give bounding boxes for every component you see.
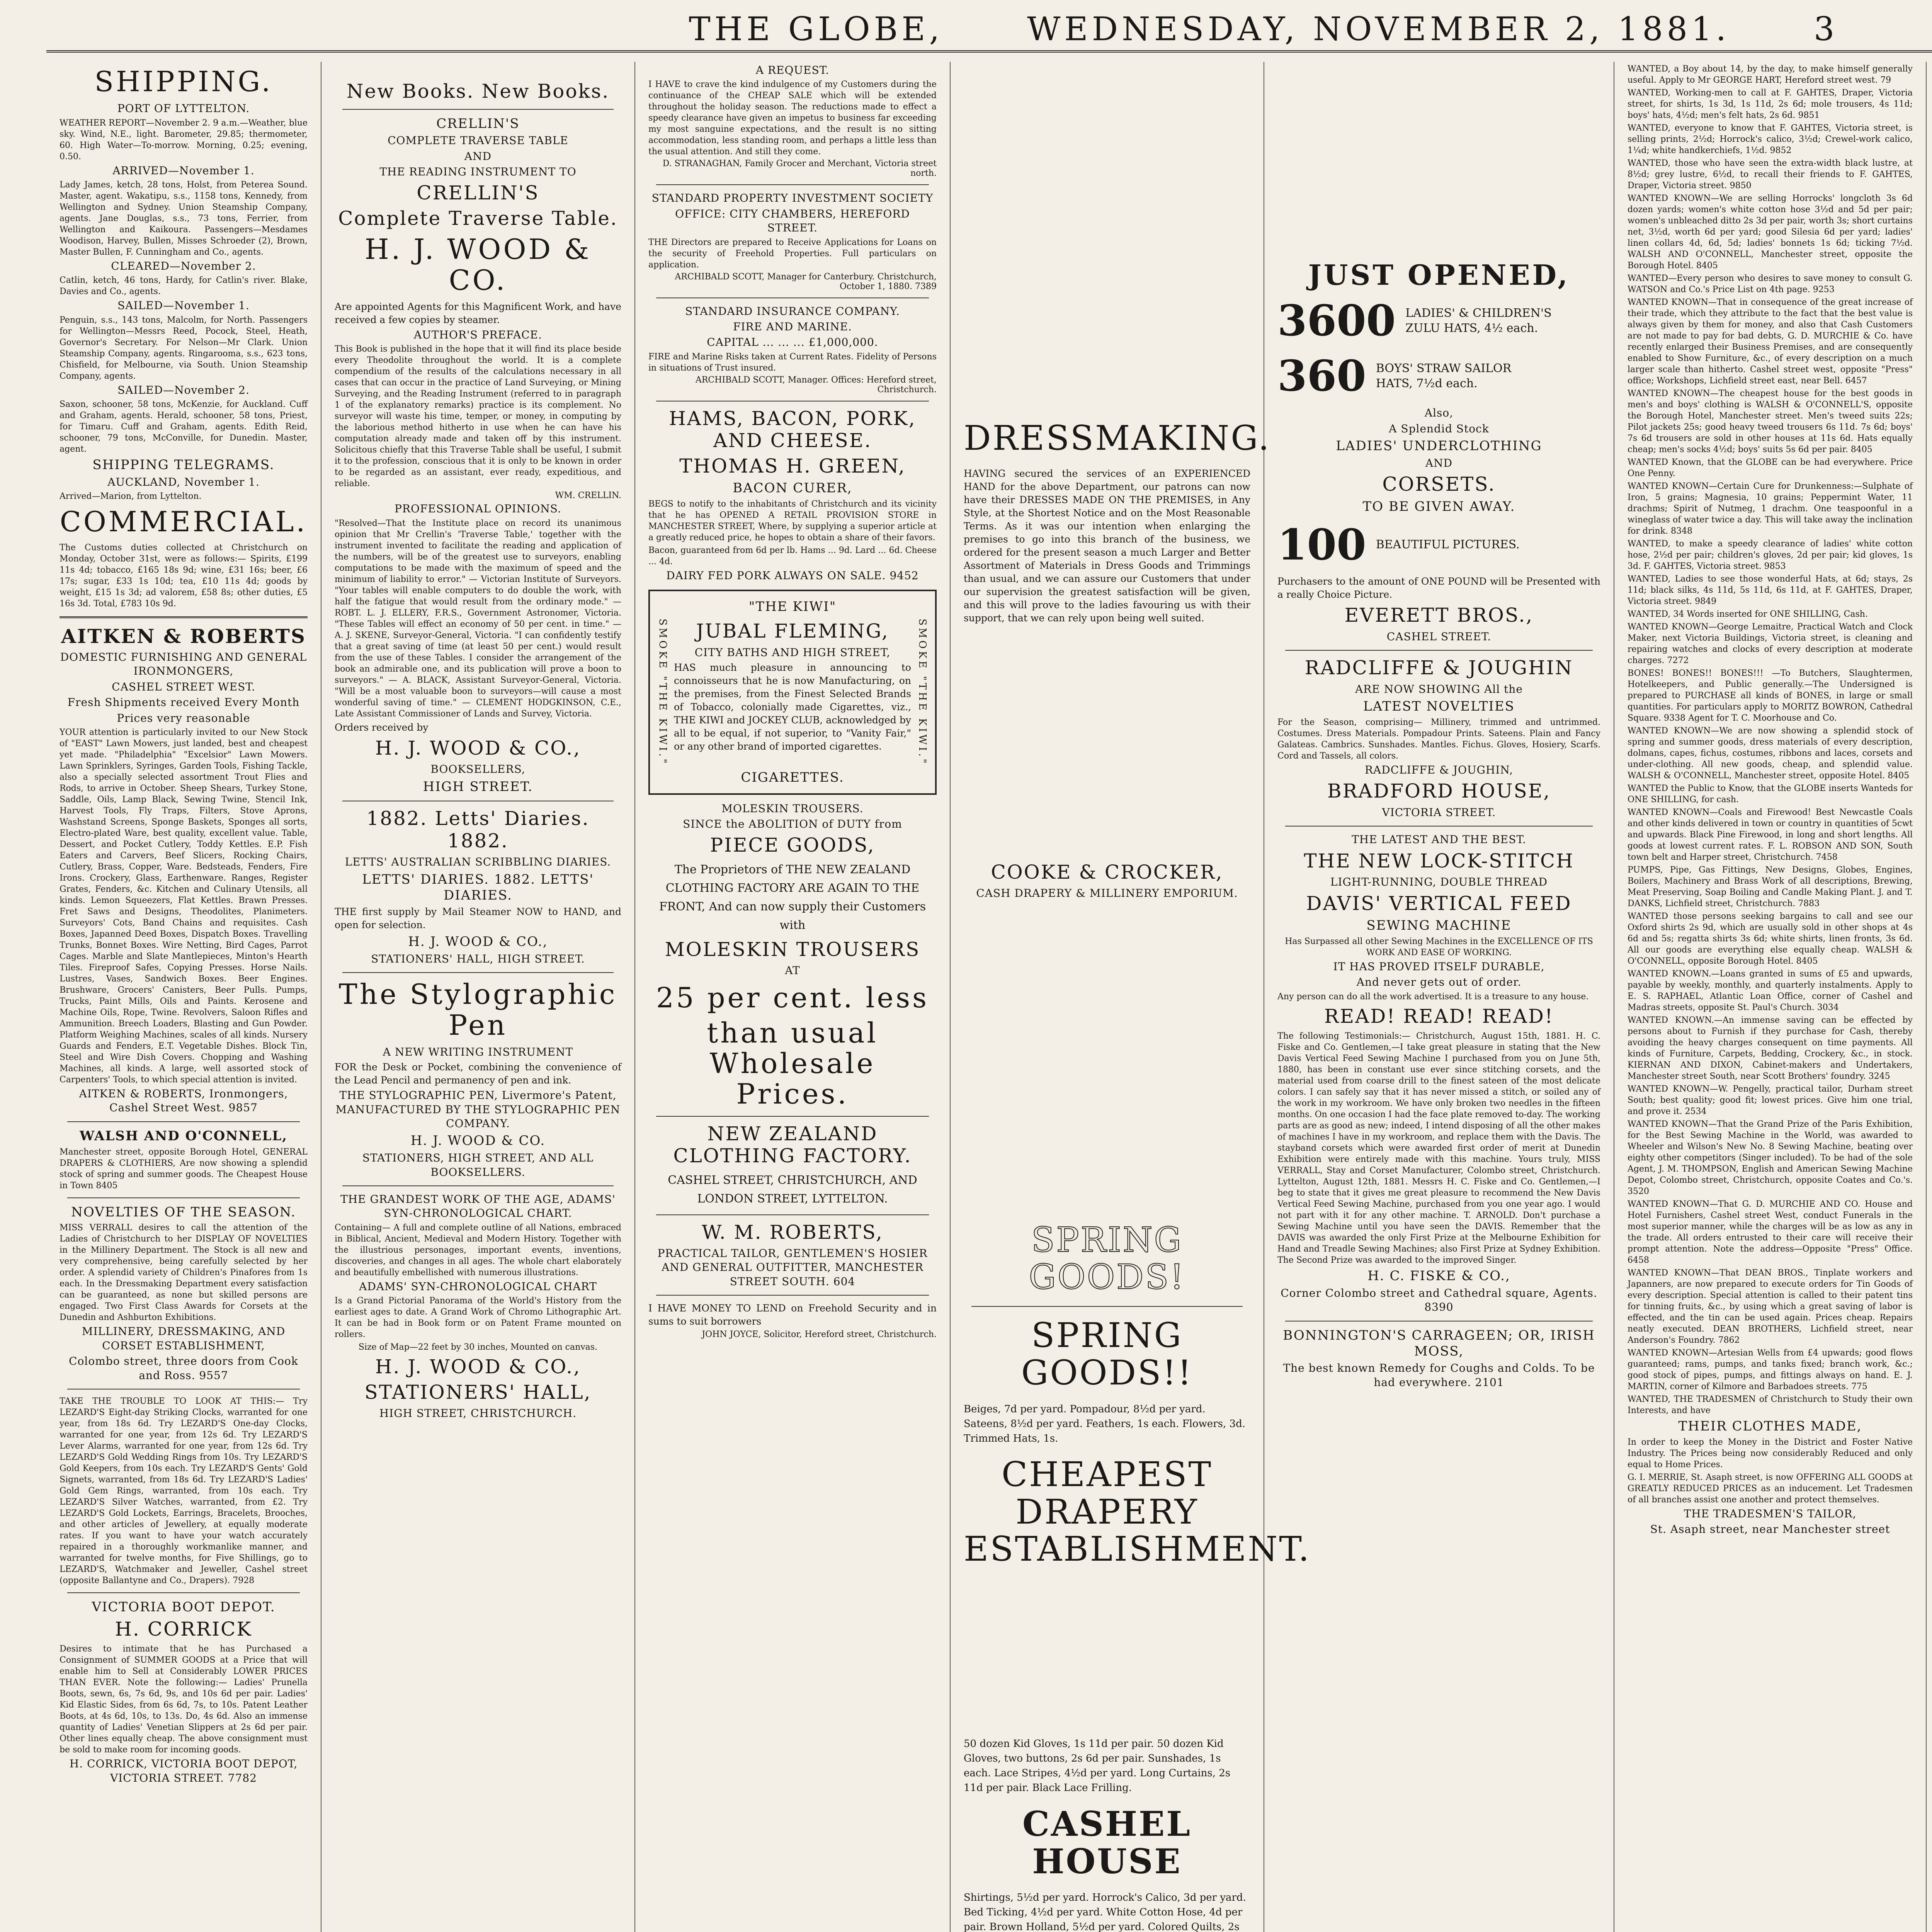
walsh-body: Manchester street, opposite Borough Hotel, GENERAL DRAPERS & CLOTHIERS, Are now showing a splendid stock of spring and summer goods. The Cheapest House in Town 8405 — [60, 1147, 308, 1190]
preface-body: This Book is published in the hope that it will find its place beside every Theodolite throughout the world. It is a complete compendium of the results of the calculations necessary in all cases that can occur in the practice of Land Surveying, or Mining Surveying, and the Reading Instrument (referred to in paragraph 1 of the explanatory remarks) practice is its complement. No surveyor will waste his time, temper, or money, in computing by the laborious method hitherto in use when he can have his computation already made and taken off by this instrument. Solicitous chiefly that this Traverse Table shall be useful, I submit it to the profession, conscious that it is only to be known in order to be regarded as an assistant, ever ready, expeditious, and reliable. — [335, 344, 621, 489]
walsh-heading: WALSH AND O'CONNELL, — [79, 1128, 287, 1144]
verrall-heading: MILLINERY, DRESSMAKING, AND CORSET ESTABLISHMENT, — [82, 1325, 286, 1352]
arrived-heading: ARRIVED—November 1. — [112, 164, 255, 177]
divider — [342, 109, 614, 110]
nz-proprietors: The Proprietors of THE NEW ZEALAND CLOTHING FACTORY ARE AGAIN TO THE FRONT, And can now supply their Customers with — [659, 862, 926, 932]
verrall-body: MISS VERRALL desires to call the attention of the Ladies of Christchurch to her DISPLAY OF NOVELTIES in the Millinery Department. The Stock is all new and very comprehensive, being carefully selected by her order. A splendid variety of Children's Pinafores from 1s each. In the Dressmaking Department every satisfaction can be guaranteed, as none but skilled persons are engaged. Two First Class Awards for Corsets at the Dunedin and Ashburton Exhibitions. — [60, 1223, 308, 1323]
everett-address: CASHEL STREET. — [1386, 630, 1492, 643]
rj-now: ARE NOW SHOWING All the — [1355, 682, 1523, 696]
fiske-address: Corner Colombo street and Cathedral square, Agents. 8390 — [1281, 1286, 1597, 1314]
divider — [656, 1116, 929, 1117]
sailed2-text: Saxon, schooner, 58 tons, McKenzie, for Auckland. Cuff and Graham, agents. Herald, schooner, 58 tons, Priest, for Timaru. Cuff and Graham, agents. Edith Reid, schooner, 79 tons, McConville, for Dunedin. Master, agent. — [60, 400, 308, 454]
green-sub: BACON CURER, — [733, 480, 852, 496]
surpassed-text: Has Surpassed all other Sewing Machines in the EXCELLENCE OF ITS WORK AND EASE OF WORKING. — [1285, 936, 1593, 957]
stationers-address: HIGH STREET, CHRISTCHURCH. — [379, 1407, 577, 1420]
hats-row — [1277, 296, 1600, 345]
request-body: I HAVE to crave the kind indulgence of my Customers during the continuance of the CHEAP SALE which will be extended throughout the holiday season. The reductions made to effect a speedy clearance have given an impetus to business far exceeding my most sanguine expectations, and the result is no sitting accommodation, less standing room, and perhaps a little less than the usual attention. And still they come. — [648, 80, 937, 157]
moleskin-since: SINCE the ABOLITION of DUTY from — [683, 817, 902, 830]
proved-text: IT HAS PROVED ITSELF DURABLE, — [1333, 960, 1545, 973]
cooke-heading: COOKE & CROCKER, — [991, 861, 1223, 883]
wanted-6: WANTED—Every person who desires to save money to consult G. WATSON and Co.'s Price List on 4th page. 9253 — [1628, 274, 1913, 294]
spring-items: Beiges, 7d per yard. Pompadour, 8½d per yard. Sateens, 8½d per yard. Feathers, 1s each. Flowers, 3d. Trimmed Hats, 1s. — [964, 1403, 1245, 1444]
green-prices: Bacon, guaranteed from 6d per lb. Hams ... 9d. Lard ... 6d. Cheese ... 4d. — [648, 546, 937, 567]
corrick-heading: H. CORRICK — [115, 1617, 252, 1640]
spring-goods-1: SPRING GOODS! — [1029, 1219, 1185, 1297]
money-sign: JOHN JOYCE, Solicitor, Hereford street, Christchurch. — [702, 1330, 937, 1340]
just-opened: JUST OPENED, — [1308, 259, 1570, 291]
spis-heading: STANDARD PROPERTY INVESTMENT SOCIETY — [651, 192, 934, 205]
cigarettes-heading: CIGARETTES. — [741, 769, 844, 785]
wanted-21: WANTED KNOWN.—An immense saving can be effected by persons about to Furnish if they purchase for Cash, thereby avoiding the heavy charges consequent on time payments. All kinds of Furniture, Carpets, Bedding, Crockery, &c., in stock. KIERNAN AND DIXON, Cabinet-makers and Undertakers, Manchester street South, near Scott Brothers' foundry. 3245 — [1628, 1015, 1913, 1081]
wanted-26: WANTED KNOWN—Artesian Wells from £4 upwards; good flows guaranteed; rams, pumps, and tanks fixed; branch work, &c.; good stock of pipes, pumps, and fittings always on hand. E. J. MARTIN, corner of Kilmore and Barbadoes streets. 775 — [1628, 1348, 1913, 1391]
wholesale-text: than usual Wholesale Prices. — [707, 1016, 878, 1111]
wanted-17: WANTED KNOWN—Coals and Firewood! Best Newcastle Coals and other kinds delivered in town or country in quantities of 5cwt and upwards. Black Pine Firewood, in long and short lengths. All goods at lowest current rates. F. L. ROBSON AND SON, South town belt and Harper street, Christchurch. 7458 — [1628, 808, 1913, 862]
number-360: 360 — [1277, 351, 1366, 401]
jubal-body: HAS much pleasure in announcing to connoisseurs that he is now Manufacturing, on the premises, from the Finest Selected Brands of Tobacco, colonially made Cigarettes, viz., THE KIWI and JOCKEY CLUB, acknowledged by all to be equal, if not superior, to "Vanity Fair," or any other brand of imported cigarettes. — [674, 662, 911, 752]
sic-heading: STANDARD INSURANCE COMPANY. — [685, 304, 900, 318]
divider — [1285, 826, 1593, 827]
wanted-23: WANTED KNOWN—That the Grand Prize of the Paris Exhibition, for the Best Sewing Machine in the World, was awarded to Wheeler and Wilson's New No. 8 Sewing Machine, beating over eighty other competitors (Singer included). To be had of the sole Agent, J. M. THOMPSON, English and American Sewing Machine Depot, Colombo street, Christchurch, opposite Coates and Co.'s. 3520 — [1628, 1119, 1913, 1196]
at-text: AT — [785, 964, 800, 977]
orders-text: Orders received by — [335, 721, 429, 733]
letts-body: THE first supply by Mail Steamer NOW to HAND, and open for selection. — [335, 906, 621, 931]
davis-heading: DAVIS' VERTICAL FEED — [1306, 892, 1572, 915]
sailed-heading: SAILED—November 1. — [117, 299, 250, 312]
wanted-2: WANTED, Working-men to call at F. GAHTES, Draper, Victoria street, for shirts, 1s 3d, 1s 11d, 2s 6d; mole trousers, 4s 11d; boys' hats, 4½d; men's felt hats, 2s 6d. 9851 — [1628, 88, 1913, 120]
hjw-agents: Are appointed Agents for this Magnificent Work, and have received a few copies by steamer. — [335, 301, 621, 325]
crellin-2: COMPLETE TRAVERSE TABLE — [388, 134, 568, 147]
also-text: Also, — [1424, 406, 1454, 420]
pictures-row — [1277, 520, 1600, 570]
dressmaking-body: HAVING secured the services of an EXPERIENCED HAND for the above Department, our patrons can now have their DRESSES MADE ON THE PREMISES, in Any Style, at the Shortest Notice and on the Most Reasonable Terms. As it was our intention when enlarging the premises to go into this branch of the business, we ordered for the present season a much Larger and Better Assortment of Materials in Dress Goods and Trimmings than usual, and we can assure our Customers that under our supervision the greatest satisfaction will be given, and this will prove to the ladies favouring us with their support, that we can rely upon being well suited. — [964, 468, 1250, 624]
hjw3-heading: H. J. WOOD & CO., — [408, 934, 548, 950]
divider — [342, 972, 614, 973]
wanted-8: WANTED KNOWN—The cheapest house for the best goods in men's and boys' clothing is WALSH & O'CONNELL'S, opposite the Borough Hotel, Manchester street. Men's tweed suits 22s; Pilot jackets 25s; good heavy tweed trousers 6s 11d. 7s 6d; boys' 7s 6d trousers are sold in other houses at 11s 6d. Hats equally cheap; men's socks 4½d; boys' suits 5s 6d per pair. 8405 — [1628, 389, 1913, 454]
sailed-text: Penguin, s.s., 143 tons, Malcolm, for North. Passengers for Wellington—Messrs Reed, Pocock, Steel, Heath, Governor's Secretary. For Nelson—Mr Clark. Union Steamship Company, agents. Ringarooma, s.s., 623 tons, Chisfield, for Melbourne, via South. Union Steamship Company, agents. — [60, 315, 308, 381]
bonnington-heading: BONNINGTON'S CARRAGEEN; OR, IRISH MOSS, — [1283, 1327, 1595, 1359]
aitken-heading: AITKEN & ROBERTS — [61, 624, 306, 648]
wanted-18: PUMPS, Pipe, Gas Fittings, New Designs, Globes, Engines, Boilers, Machinery and Brass Work of all descriptions, Brewing, Meat Preserving, Soap Boiling and Candle Making Plant. J. and T. DANKS, Lichfield street, Christchurch. 7883 — [1628, 865, 1913, 908]
moleskin-trousers: MOLESKIN TROUSERS — [665, 938, 920, 961]
number-100: 100 — [1277, 520, 1366, 570]
crellin-3: AND — [464, 150, 492, 163]
customs-text: The Customs duties collected at Christchurch on Monday, October 31st, were as follows:— Spirits, £199 11s 4d; tobacco, £165 18s 9d; wine, £31 16s; beer, £6 17s; sugar, £33 1s 10d; tea, £10 11s 4d; goods by weight, £15 1s 3d; ad valorem, £58 8s; other duties, £5 16s 3d. Total, £783 10s 9d. — [60, 543, 308, 609]
stylo-heading: The Stylographic Pen — [338, 978, 617, 1041]
piece-goods: PIECE GOODS, — [710, 834, 875, 857]
wanted-4: WANTED, those who have seen the extra-width black lustre, at 8½d; grey lustre, 6½d, to recall their friends to F. GAHTES, Draper, Victoria street. 9850 — [1628, 158, 1913, 190]
column-7 — [1927, 62, 1932, 1932]
wanted-15: WANTED KNOWN—We are now showing a splendid stock of spring and summer goods, dress materials of every description, dolmans, capes, fichus, costumes, ribbons and laces, corsets and under-clothing. All new goods, cheap, and splendid value. WALSH & O'CONNELL, Manchester street, opposite Hotel. 8405 — [1628, 726, 1913, 781]
stylo-body: FOR the Desk or Pocket, combining the convenience of the Lead Pencil and permanency of pen and ink. — [335, 1061, 621, 1086]
column-3 — [635, 62, 951, 1932]
sewing-machine: SEWING MACHINE — [1366, 918, 1512, 934]
crellin-6: Complete Traverse Table. — [338, 207, 618, 230]
divider — [1285, 650, 1593, 651]
crellin-4: THE READING INSTRUMENT TO — [379, 165, 577, 179]
tailor-heading: THE TRADESMEN'S TAILOR, — [1684, 1507, 1857, 1520]
stationers-hall: STATIONERS' HALL, — [364, 1381, 592, 1403]
divider — [656, 184, 929, 185]
aitken-sign: AITKEN & ROBERTS, Ironmongers, Cashel Street West. 9857 — [79, 1087, 288, 1114]
number-3600: 3600 — [1277, 296, 1396, 346]
divider — [67, 1592, 300, 1593]
never-text: And never gets out of order. — [1356, 976, 1522, 989]
spring-goods-2: SPRING GOODS!! — [1021, 1315, 1193, 1393]
roberts-body: PRACTICAL TAILOR, GENTLEMEN'S HOSIER AND GENERAL OUTFITTER, MANCHESTER STREET SOUTH. 604 — [657, 1247, 928, 1288]
adams-panorama: Is a Grand Pictorial Panorama of the World's History from the earliest ages to date. A Grand Work of Chromo Lithographic Art. It can be had in Book form or on Patent Frame mounted on rollers. — [335, 1296, 621, 1340]
corrick-sign: H. CORRICK, VICTORIA BOOT DEPOT, VICTORIA STREET. 7782 — [69, 1757, 298, 1784]
divider — [67, 1121, 300, 1122]
wanted-24: WANTED KNOWN—That G. D. MURCHIE AND CO. House and Hotel Furnishers, Cashel street West, conduct Funerals in the most superior manner, while the charges will be as low as any in the trade. All orders entrusted to their care will receive their prompt attention. Note the address—Opposite "Press" Office. 6458 — [1628, 1199, 1913, 1265]
aitken-fresh: Fresh Shipments received Every Month — [67, 696, 300, 709]
merrie-body: G. I. MERRIE, St. Asaph street, is now OFFERING ALL GOODS at GREATLY REDUCED PRICES as an inducement. Let Tradesmen of all branches assist one another and protect themselves. — [1628, 1472, 1913, 1505]
given-away: TO BE GIVEN AWAY. — [1362, 498, 1515, 514]
dressmaking-heading: DRESSMAKING. — [964, 418, 1271, 458]
wanted-11: WANTED, to make a speedy clearance of ladies' white cotton hose, 2½d per pair; children's gloves, 2d per pair; kid gloves, 1s 3d. F. GAHTES, Victoria street. 9853 — [1628, 539, 1913, 571]
adams-chart: ADAMS' SYN-CHRONOLOGICAL CHART — [359, 1280, 597, 1293]
jubal-heading: JUBAL FLEMING, — [696, 620, 889, 643]
sic-sign: ARCHIBALD SCOTT, Manager. Offices: Hereford street, Christchurch. — [695, 375, 937, 395]
testimonials-body: The following Testimonials:— Christchurch, August 15th, 1881. H. C. Fiske and Co. Gentlemen,—I take great pleasure in stating that the New Davis Vertical Feed Sewing Machine I purchased from you on June 5th, 1880, has been in constant use ever since stitching corsets, and the material used from coarse drill to the finest sateen of the most delicate colors. I can safely say that it has never missed a stitch, or soiled any of the work in my workroom. We have only broken two needles in the fifteen months. On one occasion I had the face plate removed to-day. The working parts are as good as new; indeed, I intend disposing of all the other makes of machines I have in my workroom, and replace them with the Davis. The stayband corsets which were awarded first order of merit at Dunedin Exhibition were entirely made with this machine. Yours truly, MISS VERRALL, Stay and Corset Manufacturer, Colombo street, Christchurch. Lyttelton, August 12th, 1881. Messrs H. C. Fiske and Co. Gentlemen,—I beg to state that it gives me great pleasure to recommend the New Davis Vertical Feed Sewing Machine, purchased from you one year ago. I would not part with it for any other machine. T. ARNOLD. Don't purchase a Sewing Machine until you have seen the DAVIS. Remember that the DAVIS was awarded the only First Prize at the Melbourne Exhibition for Hand and Treadle Sewing Machines; also First Prize at Sydney Exhibition. The Second Prize was awarded to the improved Singer. — [1277, 1031, 1600, 1265]
underclothing: LADIES' UNDERCLOTHING — [1336, 438, 1542, 454]
new-lockstitch: THE NEW LOCK-STITCH — [1304, 849, 1574, 872]
divider — [656, 1295, 929, 1296]
rj-latest: LATEST NOVELTIES — [1363, 699, 1515, 714]
aitken-body: YOUR attention is particularly invited to our New Stock of "EAST" Lawn Mowers, just landed, best and cheapest yet made. "Philadelphia" "Excelsior" Lawn Mowers. Lawn Sprinklers, Syringes, Garden Tools, Fishing Tackle, also a specially selected assortment Trout Flies and Rods, to arrive in October. Sheep Shears, Turkey Stone, Saddle, Oils, Lamp Black, Sewing Twine, Stencil Ink, Harvest Tools, Fly Traps, Filters, Stove Aprons, Washstand Screens, Sponge Baskets, Sponges all sorts, Electro-plated Ware, best quality, excellent value. Table, Dessert, and Pocket Cutlery, Toddy Kettles. E.P. Fish Eaters and Carvers, Beef Slicers, Rocking Chairs, Cutlery, Brass, Copper, Ware. Bedsteads, Fenders, Fire Irons. Crockery, Glass, Earthenware. Ranges, Register Grates, Fenders, &c. Kitchen and Culinary Utensils, all kinds. Lemon Squeezers, Flat Kettles. Brawn Presses. Fret Saws and Designs, Theodolites, Planimeters. Surveyors' Cots, Band Chains and requisites. Cash Boxes, Japanned Deed Boxes, Dispatch Boxes. Travelling Trunks, Bonnet Boxes. Wire Netting, Bird Cages, Parrot Cages. Marble and Slate Mantlepieces, Minton's Hearth Tiles. Fireproof Safes, Copying Presses. Horse Nails. Lustres, Vases, Sandwich Boxes. Beer Engines. Brushware, Grocers' Canisters, Beer Pulls. Pumps, Trucks, Paint Mills, Oils and Paints. Kerosene and Machine Oils, Rope, Twine. Revolvers, Saloon Rifles and Ammunition. Breech Loaders, Blasting and Gun Powder. Platform Weighing Machines, scales of all kinds. Nursery Guards and Fenders, E.T. Vegetable Dishes. Block Tin, Steel and Wire Dish Covers. Chopping and Washing Machines, all kinds. A large, well assorted stock of Carpenters' Tools, to which special attention is invited. — [60, 727, 308, 1085]
nzcf-address: CASHEL STREET, CHRISTCHURCH, AND LONDON STREET, LYTTELTON. — [668, 1173, 917, 1206]
smoke-left: SMOKE "THE KIWI." — [657, 619, 668, 766]
corsets: CORSETS. — [1382, 473, 1496, 496]
shipping-heading: SHIPPING. — [94, 65, 273, 98]
hjw5-heading: H. J. WOOD & CO., — [375, 1355, 581, 1378]
anyone-text: Any person can do all the work advertised. It is a treasure to any house. — [1277, 992, 1589, 1002]
column-2 — [321, 62, 635, 1932]
masthead-paper: THE GLOBE, — [689, 10, 944, 48]
tailor-address: St. Asaph street, near Manchester street — [1650, 1523, 1890, 1536]
beautiful-pictures: BEAUTIFUL PICTURES. — [1376, 538, 1520, 552]
divider — [342, 1185, 614, 1186]
clothes-body: In order to keep the Money in the District and Foster Native Industry. The Prices being now considerably Reduced and only equal to Home Prices. — [1628, 1437, 1913, 1469]
cashel-items: Shirtings, 5½d per yard. Horrock's Calico, 3d per yard. Bed Ticking, 4½d per yard. White Cotton Hose, 4d per pair. Brown Holland, 5½d per yard. Colored Quilts, 2s — [964, 1891, 1246, 1932]
telegrams-text: Arrived—Marion, from Lyttelton. — [60, 492, 202, 502]
highstreet-text: HIGH STREET. — [423, 779, 533, 794]
cleared-text: Catlin, ketch, 46 tons, Hardy, for Catlin's river. Blake, Davies and Co., agents. — [60, 276, 308, 297]
newbooks-heading: New Books. New Books. — [346, 80, 610, 102]
rj-sign: RADCLIFFE & JOUGHIN, — [1364, 764, 1514, 777]
kiwi-heading: "THE KIWI" — [748, 599, 837, 615]
arrived-text: Lady James, ketch, 28 tons, Holst, from Peterea Sound. Master, agent. Wakatipu, s.s., 1158 tons, Kennedy, from Wellington and Sydney. Union Steamship Company, agents. Jane Douglas, s.s., 73 tons, Ferrier, from Wellington and Kaikoura. Passengers—Mesdames Woodison, Harvey, Bullen, Misses Schroeder (2), Brown, Master Bullen, F. Cunningham and Co., agents. — [60, 180, 308, 257]
telegrams-sub: AUCKLAND, November 1. — [107, 475, 260, 488]
nzcf-heading: NEW ZEALAND CLOTHING FACTORY. — [673, 1122, 912, 1167]
crellin-5: CRELLIN'S — [417, 182, 539, 204]
adams-body: Containing— A full and complete outline of all Nations, embraced in Biblical, Ancient, Medieval and Modern History. Together with the illustrious personages, important events, inventions, discoveries, and changes in all ages. The whole chart elaborately and beautifully embellished with numerous illustrations. — [335, 1223, 621, 1277]
wanted-25: WANTED KNOWN—That DEAN BROS., Tinplate workers and Japanners, are now prepared to execute orders for Tin Goods of every description. Special attention is called to their patent tins for tinning fruits, &c., by using which a great saving of labor is effected, and the tin can be used again. Prices cheap. Repairs neatly executed. DEAN BROTHERS, Lichfield street, near Anderson's Foundry. 7862 — [1628, 1268, 1913, 1345]
sailor-row — [1277, 351, 1600, 401]
cheapest-heading: CHEAPEST DRAPERY ESTABLISHMENT. — [964, 1454, 1311, 1569]
wanted-3: WANTED, everyone to know that F. GAHTES, Victoria street, is selling prints, 2½d; Horrock's calico, 3½d; Crewel-work calico, 1¼d; white handkerchiefs, 1½d. 9852 — [1628, 123, 1913, 155]
green-dairy: DAIRY FED PORK ALWAYS ON SALE. 9452 — [666, 569, 919, 582]
sic-sub: FIRE AND MARINE. — [733, 320, 852, 333]
green-body: BEGS to notify to the inhabitants of Christchurch and its vicinity that he has OPENED A RETAIL PROVISION STORE in MANCHESTER STREET, Where, by supplying a superior article at a greatly reduced price, he hopes to obtain a share of their favors. — [648, 499, 937, 543]
radcliffe-heading: RADCLIFFE & JOUGHIN — [1304, 656, 1573, 679]
green-heading: THOMAS H. GREEN, — [679, 454, 906, 477]
divider — [656, 1214, 929, 1215]
splendid-stock: A Splendid Stock — [1389, 422, 1489, 435]
port-heading: PORT OF LYTTELTON. — [117, 102, 250, 115]
rj-list: For the Season, comprising— Millinery, trimmed and untrimmed. Costumes. Dress Materials. Pompadour Prints. Sateens. Plain and Fancy Galateas. Cambrics. Sunshades. Mantles. Fichus. Gloves, Hosiery, Scarfs. Cord and Tassels, all colors. — [1277, 718, 1600, 761]
wanted-22: WANTED KNOWN—W. Pengelly, practical tailor, Durham street South; best quality; good fit; lowest prices. Give him one trial, and prove it. 2534 — [1628, 1084, 1913, 1116]
jubal-sub: CITY BATHS AND HIGH STREET, — [694, 646, 891, 659]
column-1 — [46, 62, 321, 1932]
bonnington-body: The best known Remedy for Coughs and Colds. To be had everywhere. 2101 — [1283, 1362, 1595, 1389]
wanted-5: WANTED KNOWN—We are selling Horrocks' longcloth 3s 6d dozen yards; women's white cotton hose 3½d and 5d per pair; women's unbleached ditto 2s 3d per pair, worth 3s; short curtains net, 3½d, worth 6d per yard; good Silesia 6d per yard; ladies' linen collars 4d, 6d, 5d; ladies' bonnets 1s 6d; ticking 7½d. WALSH AND O'CONNELL, Manchester street, opposite the Borough Hotel. 8405 — [1628, 194, 1913, 270]
stylo-maker: THE STYLOGRAPHIC PEN, Livermore's Patent, MANUFACTURED BY THE STYLOGRAPHIC PEN COMPANY. — [335, 1089, 621, 1130]
aitken-sub: DOMESTIC FURNISHING AND GENERAL IRONMONGERS, — [60, 651, 307, 678]
smoke-right: SMOKE "THE KIWI." — [917, 619, 928, 766]
preface-sign: WM. CRELLIN. — [555, 491, 621, 501]
purchasers-text: Purchasers to the amount of ONE POUND will be Presented with a really Choice Picture. — [1277, 576, 1600, 600]
bradford-address: VICTORIA STREET. — [1382, 806, 1496, 819]
kiwi-ad — [648, 590, 937, 794]
request-sign: D. STRANAGHAN, Family Grocer and Merchant, Victoria street north. — [662, 159, 937, 179]
wanted-10: WANTED KNOWN—Certain Cure for Drunkenness:—Sulphate of Iron, 5 grains; Magnesia, 10 grains; Peppermint Water, 11 drachms; Spirit of Nutmeg, 1 drachm. One teaspoonful in a wineglass of water twice a day. This will take away the inclination for drink. 8348 — [1628, 481, 1913, 536]
cashel-house: CASHEL HOUSE — [1022, 1804, 1192, 1882]
divider — [60, 616, 308, 618]
roberts-heading: W. M. ROBERTS, — [702, 1221, 883, 1243]
clothes-heading: THEIR CLOTHES MADE, — [1678, 1418, 1862, 1434]
and-text: AND — [1425, 456, 1453, 469]
wanted-1: WANTED, a Boy about 14, by the day, to make himself generally useful. Apply to Mr GEORGE HART, Hereford street west. 79 — [1628, 64, 1913, 85]
wanted-12: WANTED, Ladies to see those wonderful Hats, at 6d; stays, 2s 11d; black silks, 4s 11d, 5s 11d, 6s 11d, at F. GAHTES, Draper, Victoria street. 9849 — [1628, 574, 1913, 606]
commercial-heading: COMMERCIAL. — [60, 505, 308, 538]
opinions-body: "Resolved—That the Institute place on record its unanimous opinion that Mr Crellin's 'Traverse Table,' together with the instrument invented to facilitate the reading and application of the numbers, will be of the greatest use to surveyors, enabling computations to be made with the maximum of speed and the minimum of liability to error." — Victorian Institute of Surveyors. "Your tables will enable computers to do double the work, with half the fatigue that would result from the ordinary mode." — ROBT. L. J. ELLERY, F.R.S., Government Astronomer, Victoria. "These Tables will effect an economy of 50 per cent. in time." — A. J. SKENE, Surveyor-General, Victoria. "I can confidently testify that a great saving of time (at least 50 per cent.) would result from the use of these Tables. I consider the arrangement of the book an admirable one, and its publication will prove a boon to surveyors." — A. BLACK, Assistant Surveyor-General, Victoria. "Will be a most valuable boon to surveyors—will cause a most wonderful saving of time." — CLEMENT HODGKINSON, C.E., Late Assistant Commissioner of Lands and Survey, Victoria. — [335, 518, 621, 719]
masthead-date: WEDNESDAY, NOVEMBER 2, 1881. — [1027, 10, 1730, 48]
light-running: LIGHT-RUNNING, DOUBLE THREAD — [1330, 876, 1548, 889]
bones-ad: BONES! BONES!! BONES!!! —To Butchers, Slaughtermen, Hotelkeepers, and Public generally.—The Undersigned is prepared to PURCHASE all kinds of BONES, in large or small quantities. For particulars apply to MORITZ BOWRON, Cathedral Square. 9338 Agent for T. C. Moorhouse and Co. — [1628, 668, 1913, 723]
aitken-address: CASHEL STREET WEST. — [112, 680, 255, 693]
novelties-heading: NOVELTIES OF THE SEASON. — [71, 1204, 296, 1220]
column-6 — [1614, 62, 1927, 1932]
hjw4-sub: STATIONERS, HIGH STREET, AND ALL BOOKSELLERS. — [362, 1151, 594, 1179]
booksellers-text: BOOKSELLERS, — [430, 763, 526, 776]
wanted-20: WANTED KNOWN.—Loans granted in sums of £5 and upwards, payable by weekly, monthly, and quarterly instalments. Apply to E. S. RAPHAEL, Atlantic Loan Office, corner of Cashel and Madras streets, opposite St. Paul's Church. 3034 — [1628, 969, 1913, 1012]
sailor-hats: BOYS' STRAW SAILOR HATS, 7½d each. — [1376, 361, 1512, 390]
moleskin-heading: MOLESKIN TROUSERS. — [721, 802, 864, 815]
weather-report: WEATHER REPORT—November 2. 9 a.m.—Weather, blue sky. Wind, N.E., light. Barometer, 29.85; thermometer, 60. High Water—To-morrow. Morning, 0.25; evening, 0.50. — [60, 118, 308, 162]
hjw2-heading: H. J. WOOD & CO., — [375, 736, 581, 759]
latest-best: THE LATEST AND THE BEST. — [1352, 833, 1526, 846]
letts-heading: 1882. Letts' Diaries. 1882. — [366, 807, 590, 852]
spis-body: THE Directors are prepared to Receive Applications for Loans on the security of Freehold Properties. Full particulars on application. — [648, 237, 937, 270]
divider — [971, 1306, 1243, 1307]
everett-heading: EVERETT BROS., — [1344, 604, 1534, 627]
wanted-7: WANTED KNOWN—That in consequence of the great increase of their trade, which they attribute to the fact that the best value is always given by them for money, and also that Cash Customers are not made to pay for bad debts, G. D. MURCHIE & Co. have recently enlarged their Business Premises, and are consequently enabled to Show Furniture, &c., of every description on a much larger scale than hitherto. Cashel street west, opposite "Press" office; Workshops, Lichfield street east, near Bell. 6457 — [1628, 298, 1913, 386]
fiske-heading: H. C. FISKE & CO., — [1367, 1268, 1510, 1284]
bradford-heading: BRADFORD HOUSE, — [1327, 780, 1551, 803]
spis-office: OFFICE: CITY CHAMBERS, HEREFORD STREET. — [675, 207, 910, 235]
lezard-body: TAKE THE TROUBLE TO LOOK AT THIS:— Try LEZARD'S Eight-day Striking Clocks, warranted for one year, from 18s 6d. Try LEZARD'S One-day Clocks, warranted for one year, from 12s 6d. Try LEZARD'S Lever Alarms, warranted for one year, from 12s 6d. Try LEZARD'S Gold Wedding Rings from 10s. Try LEZARD'S Gold Keepers, from 10s each. Try LEZARD'S Gents' Gold Signets, warranted, from 18s 6d. Try LEZARD'S Ladies' Gold Gem Rings, warranted, from 10s each. Try LEZARD'S Silver Watches, warranted, from £2. Try LEZARD'S Gold Lockets, Earrings, Bracelets, Brooches, and other articles of Jewellery, at equally moderate rates. If you want to have your watch accurately repaired in a thoroughly workmanlike manner, and warranted for twelve months, for Five Shillings, go to LEZARD'S, Watchmaker and Jeweller, Cashel street (opposite Ballantyne and Co., Drapers). 7928 — [60, 1396, 308, 1585]
sailed2-heading: SAILED—November 2. — [117, 383, 250, 396]
read-heading: READ! READ! READ! — [1324, 1005, 1554, 1027]
money-body: I HAVE MONEY TO LEND on Freehold Security and in sums to suit borrowers — [648, 1303, 937, 1327]
adams-heading: THE GRANDEST WORK OF THE AGE, ADAMS' SYN-CHRONOLOGICAL CHART. — [340, 1193, 616, 1220]
sic-capital: CAPITAL ... ... ... £1,000,000. — [707, 336, 878, 349]
column-4 — [951, 62, 1311, 1932]
wanted-9: WANTED Known, that the GLOBE can be had everywhere. Price One Penny. — [1628, 457, 1913, 478]
letts-diaries: LETTS' DIARIES. 1882. LETTS' DIARIES. — [362, 871, 594, 903]
crellin-1: CRELLIN'S — [436, 116, 520, 131]
sic-body: FIRE and Marine Risks taken at Current Rates. Fidelity of Persons in situations of Trust insured. — [648, 352, 937, 373]
verrall-address: Colombo street, three doors from Cook and Ross. 9557 — [69, 1355, 298, 1382]
column-5 — [1264, 62, 1614, 1932]
masthead — [46, 8, 1932, 53]
wanted-19: WANTED those persons seeking bargains to call and see our Oxford shirts 2s 9d, which are usually sold in other shops at 4s 6d and 5s; regatta shirts 3s 6d; white shirts, linen fronts, 3s 6d. All our goods are everything else equally cheap. WALSH & O'CONNELL, opposite Borough Hotel. 8405 — [1628, 912, 1913, 966]
cooke-sub: CASH DRAPERY & MILLINERY EMPORIUM. — [976, 887, 1238, 900]
opinions-heading: PROFESSIONAL OPINIONS. — [395, 502, 561, 515]
corrick-body: Desires to intimate that he has Purchased a Consignment of SUMMER GOODS at a Price that will enable him to Sell at Considerably LOWER PRICES THAN EVER. Note the following:— Ladies' Prunella Boots, sewn, 6s, 7s 6d, 9s, and 10s 6d per pair. Ladies' Kid Elastic Sides, from 6s 6d, 7s, to 10s. Patent Leather Boots, at 4s 6d, 10s, to 13s. Do, 4s 6d. Also an immense quantity of Ladies' Venetian Slippers at 2s 6d per pair. Other lines equally cheap. The above consignment must be sold to make room for incoming goods. — [60, 1644, 308, 1755]
wanted-16: WANTED the Public to Know, that the GLOBE inserts Wanteds for ONE SHILLING, for cash. — [1628, 784, 1913, 804]
hjw-heading: H. J. WOOD & CO. — [364, 233, 592, 296]
wanted-13: WANTED, 34 Words inserted for ONE SHILLING, Cash. — [1628, 609, 1868, 619]
telegrams-heading: SHIPPING TELEGRAMS. — [92, 457, 275, 473]
zulu-hats: LADIES' & CHILDREN'S ZULU HATS, 4½ each. — [1405, 306, 1552, 335]
divider — [67, 1197, 300, 1198]
wanted-14: WANTED KNOWN—George Lemaitre, Practical Watch and Clock Maker, next Victoria Buildings, Victoria street, is cleaning and repairing watches and clocks of every description at moderate charges. 7272 — [1628, 622, 1913, 665]
hams-heading: HAMS, BACON, PORK, AND CHEESE. — [669, 407, 916, 452]
wanted-27: WANTED, THE TRADESMEN of Christchurch to Study their own Interests, and have — [1628, 1395, 1913, 1415]
stationers-text: STATIONERS' HALL, HIGH STREET. — [371, 952, 585, 966]
request-heading: A REQUEST. — [755, 64, 830, 77]
cleared-heading: CLEARED—November 2. — [111, 259, 256, 272]
vbd-heading: VICTORIA BOOT DEPOT. — [92, 1599, 276, 1615]
spis-sign: ARCHIBALD SCOTT, Manager for Canterbury. Christchurch, October 1, 1880. 7389 — [675, 272, 937, 291]
gloves-items: 50 dozen Kid Gloves, 1s 11d per pair. 50 dozen Kid Gloves, two buttons, 2s 6d per pair. Sunshades, 1s each. Lace Stripes, 4½d per yard. Long Curtains, 2s 11d per pair. Black Lace Frilling. — [964, 1738, 1231, 1794]
percent-less: 25 per cent. less — [656, 981, 929, 1014]
letts-sub: LETTS' AUSTRALIAN SCRIBBLING DIARIES. — [345, 855, 611, 869]
stylo-sub: A NEW WRITING INSTRUMENT — [383, 1045, 573, 1058]
adams-size: Size of Map—22 feet by 30 inches, Mounted on canvas. — [358, 1342, 598, 1352]
aitken-prices: Prices very reasonable — [117, 711, 250, 724]
hjw4-heading: H. J. WOOD & CO. — [410, 1133, 546, 1149]
preface-heading: AUTHOR'S PREFACE. — [413, 328, 543, 341]
masthead-page: 3 — [1813, 10, 1838, 48]
